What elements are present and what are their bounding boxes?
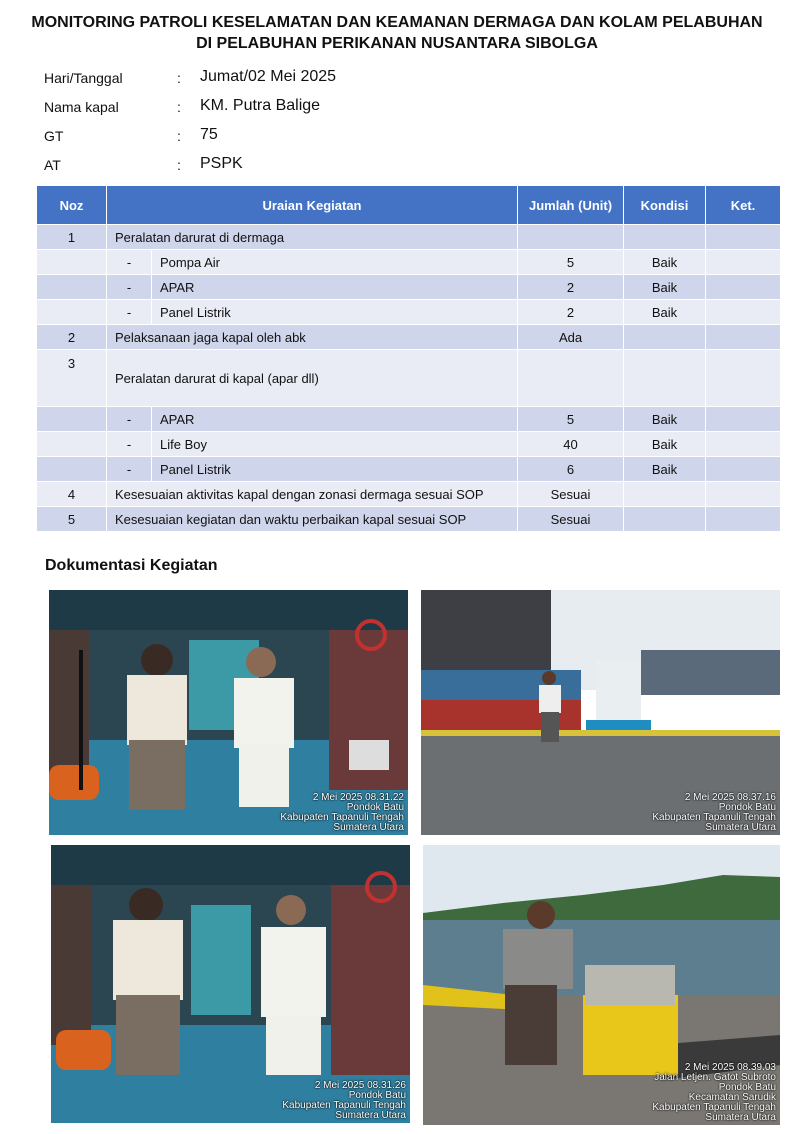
cell-dash: - [107,250,152,275]
stamp-line: Pondok Batu [346,802,404,813]
cell-kondisi [624,507,706,532]
header-no: Noz [37,186,107,225]
cell-kondisi: Baik [624,275,706,300]
table-row [37,432,781,457]
table-row [37,407,781,432]
info-colon: : [177,70,181,86]
table-row [37,507,781,532]
photo-timestamp [652,1063,776,1123]
stamp-line: Kabupaten Tapanuli Tengah [652,1102,776,1113]
cell-ket [706,225,781,250]
table-row [37,325,781,350]
stamp-line: Sumatera Utara [335,1110,406,1121]
cell-jumlah: 40 [518,432,624,457]
cell-kondisi: Baik [624,457,706,482]
photo-engine-room-1 [49,590,408,835]
table-header-row [37,186,781,225]
table-row [37,275,781,300]
cell-ket [706,407,781,432]
cell-kondisi: Baik [624,300,706,325]
cell-uraian: Kesesuaian aktivitas kapal dengan zonasi dermaga sesuai SOP [107,482,518,507]
stamp-line: Kecamatan Sarudik [688,1092,776,1103]
table-row [37,457,781,482]
cell-uraian: APAR [152,275,518,300]
info-label: Nama kapal [44,99,119,115]
cell-no: 1 [37,225,107,250]
cell-no: 3 [37,350,107,407]
cell-no [37,432,107,457]
cell-jumlah [518,225,624,250]
cell-dash: - [107,407,152,432]
stamp-line: 2 Mei 2025 08.39.03 [684,1062,776,1073]
info-value: 75 [200,126,218,143]
cell-jumlah: Sesuai [518,482,624,507]
photo-timestamp [280,793,404,833]
info-row-vessel [44,95,444,124]
title-line-1: MONITORING PATROLI KESELAMATAN DAN KEAMANAN DERMAGA DAN KOLAM PELABUHAN [31,14,763,31]
cell-kondisi [624,325,706,350]
cell-kondisi [624,350,706,407]
stamp-line: Sumatera Utara [705,822,776,833]
stamp-line: Jalan Letjen. Gatot Subroto [654,1072,776,1083]
cell-ket [706,325,781,350]
photo-engine-room-2 [51,845,410,1123]
stamp-line: Kabupaten Tapanuli Tengah [282,1100,406,1111]
info-colon: : [177,99,181,115]
cell-dash: - [107,275,152,300]
cell-uraian: Panel Listrik [152,300,518,325]
cell-no: 5 [37,507,107,532]
cell-uraian: Pompa Air [152,250,518,275]
info-label: GT [44,128,64,144]
cell-uraian: APAR [152,407,518,432]
cell-kondisi: Baik [624,432,706,457]
header-jumlah: Jumlah (Unit) [518,186,624,225]
cell-ket [706,432,781,457]
cell-no [37,300,107,325]
stamp-line: 2 Mei 2025 08.37.16 [684,792,776,803]
stamp-line: Kabupaten Tapanuli Tengah [652,812,776,823]
cell-ket [706,507,781,532]
stamp-line: Pondok Batu [718,802,776,813]
cell-no [37,407,107,432]
header-kondisi: Kondisi [624,186,706,225]
cell-dash: - [107,432,152,457]
cell-uraian: Pelaksanaan jaga kapal oleh abk [107,325,518,350]
header-uraian: Uraian Kegiatan [107,186,518,225]
cell-no [37,275,107,300]
cell-no: 4 [37,482,107,507]
cell-jumlah: 2 [518,275,624,300]
cell-kondisi: Baik [624,407,706,432]
info-label: Hari/Tanggal [44,70,123,86]
stamp-line: Pondok Batu [348,1090,406,1101]
info-label: AT [44,157,61,173]
document-title [0,12,794,54]
info-value: PSPK [200,155,243,172]
cell-jumlah [518,350,624,407]
cell-ket [706,300,781,325]
cell-jumlah: 5 [518,407,624,432]
stamp-line: Pondok Batu [718,1082,776,1093]
title-line-2: DI PELABUHAN PERIKANAN NUSANTARA SIBOLGA [196,35,598,52]
photo-timestamp [282,1081,406,1121]
cell-kondisi: Baik [624,250,706,275]
info-colon: : [177,157,181,173]
cell-uraian: Panel Listrik [152,457,518,482]
stamp-line: Sumatera Utara [333,822,404,833]
cell-ket [706,250,781,275]
cell-uraian: Kesesuaian kegiatan dan waktu perbaikan kapal sesuai SOP [107,507,518,532]
cell-dash: - [107,300,152,325]
cell-dash: - [107,457,152,482]
cell-jumlah: 6 [518,457,624,482]
header-ket: Ket. [706,186,781,225]
cell-jumlah: Sesuai [518,507,624,532]
stamp-line: Kabupaten Tapanuli Tengah [280,812,404,823]
table-row [37,350,781,407]
info-row-at [44,153,444,182]
info-value: KM. Putra Balige [200,97,321,114]
table-row [37,300,781,325]
cell-jumlah: 5 [518,250,624,275]
cell-jumlah: Ada [518,325,624,350]
info-row-date [44,66,444,95]
cell-kondisi [624,482,706,507]
cell-ket [706,350,781,407]
cell-no [37,250,107,275]
info-row-gt [44,124,444,153]
cell-ket [706,275,781,300]
cell-no: 2 [37,325,107,350]
cell-no [37,457,107,482]
cell-ket [706,482,781,507]
documentation-heading: Dokumentasi Kegiatan [45,557,218,574]
cell-kondisi [624,225,706,250]
table-row [37,250,781,275]
monitoring-table [36,185,781,532]
photo-harbor-box [423,845,780,1125]
table-row [37,225,781,250]
stamp-line: Sumatera Utara [705,1112,776,1123]
cell-uraian: Life Boy [152,432,518,457]
stamp-line: 2 Mei 2025 08.31.22 [312,792,404,803]
cell-uraian: Peralatan darurat di dermaga [107,225,518,250]
photo-timestamp [652,793,776,833]
cell-ket [706,457,781,482]
info-value: Jumat/02 Mei 2025 [200,68,337,85]
stamp-line: 2 Mei 2025 08.31.26 [314,1080,406,1091]
photo-dock-dispenser [421,590,780,835]
table-row [37,482,781,507]
cell-jumlah: 2 [518,300,624,325]
vessel-info [44,66,444,182]
cell-uraian: Peralatan darurat di kapal (apar dll) [107,350,518,407]
info-colon: : [177,128,181,144]
